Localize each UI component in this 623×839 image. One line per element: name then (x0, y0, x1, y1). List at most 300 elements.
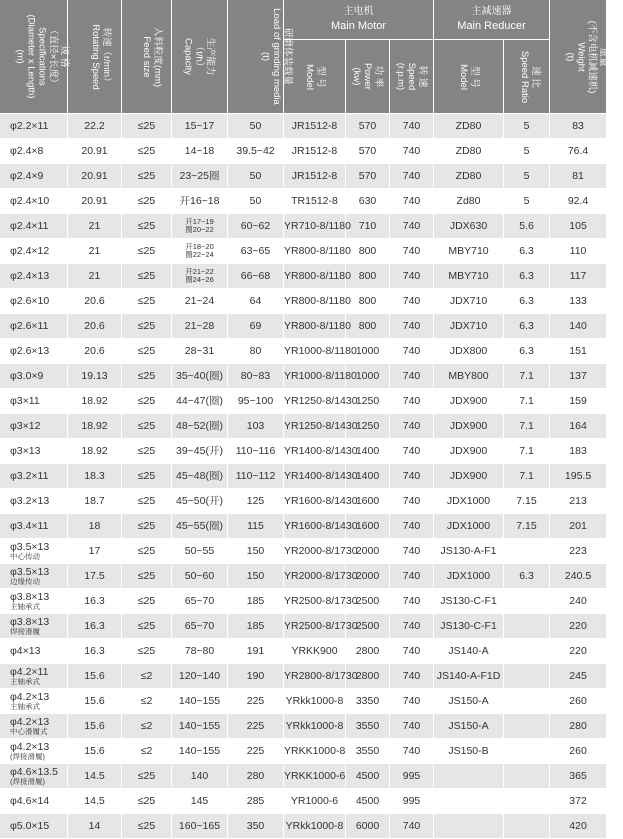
table-row (0, 714, 607, 739)
table-row (0, 539, 607, 564)
cell-grinding-load: 50 (228, 114, 284, 139)
cell-speed-ratio: 6.3 (504, 289, 550, 314)
cell-feed-size: ≤25 (122, 639, 172, 664)
cell-reducer-model: JDX710 (434, 289, 504, 314)
cell-capacity: 78~80 (172, 639, 228, 664)
table-row (0, 314, 607, 339)
cell-motor-speed: 740 (390, 739, 434, 764)
cell-motor-speed: 995 (390, 764, 434, 789)
cell-motor-model: YR2500-8/1730 (284, 589, 346, 614)
cell-motor-speed: 740 (390, 214, 434, 239)
cell-reducer-model: JDX900 (434, 414, 504, 439)
cell-spec: φ3.2×11 (0, 464, 68, 489)
cell-speed-ratio (504, 789, 550, 814)
cell-feed-size: ≤25 (122, 464, 172, 489)
cell-grinding-load: 80 (228, 339, 284, 364)
cell-weight: 223 (550, 539, 607, 564)
cell-reducer-model: JS150-A (434, 689, 504, 714)
cell-motor-power: 2000 (346, 539, 390, 564)
header-spec: 规 格 （直径×长度） Specifications (Diameter x Length) (m) (0, 0, 68, 114)
cell-feed-size: ≤25 (122, 789, 172, 814)
cell-speed-ratio: 7.15 (504, 514, 550, 539)
cell-weight: 137 (550, 364, 607, 389)
cell-motor-model: YR800-8/1180 (284, 314, 346, 339)
cell-motor-model: YR1000-8/1180 (284, 339, 346, 364)
cell-weight: 140 (550, 314, 607, 339)
cell-weight: 201 (550, 514, 607, 539)
cell-rotating-speed: 18.92 (68, 389, 122, 414)
cell-reducer-model: JDX710 (434, 314, 504, 339)
header-motor-power: 功 率 Power (kw) (346, 40, 390, 114)
cell-motor-model: TR1512-8 (284, 189, 346, 214)
cell-rotating-speed: 18 (68, 514, 122, 539)
cell-speed-ratio: 7.1 (504, 364, 550, 389)
cell-spec: φ4.2×13 (焊接滑履) (0, 739, 68, 764)
cell-rotating-speed: 18.92 (68, 439, 122, 464)
cell-speed-ratio (504, 639, 550, 664)
cell-rotating-speed: 22.2 (68, 114, 122, 139)
cell-capacity: 23~25圈 (172, 164, 228, 189)
cell-motor-model: YRkk1000-8 (284, 689, 346, 714)
cell-motor-power: 6000 (346, 814, 390, 839)
cell-motor-speed: 740 (390, 589, 434, 614)
cell-motor-model: YR710-8/1180 (284, 214, 346, 239)
cell-spec: φ2.4×9 (0, 164, 68, 189)
cell-feed-size: ≤25 (122, 214, 172, 239)
cell-grinding-load: 190 (228, 664, 284, 689)
header-motor-speed: 转 速 Speed (r.p.m) (390, 40, 434, 114)
header-main-motor: 主电机 Main Motor (284, 0, 434, 40)
cell-speed-ratio: 6.3 (504, 564, 550, 589)
cell-speed-ratio: 7.1 (504, 439, 550, 464)
cell-feed-size: ≤25 (122, 164, 172, 189)
cell-motor-speed: 740 (390, 439, 434, 464)
cell-motor-power: 2800 (346, 664, 390, 689)
cell-feed-size: ≤25 (122, 414, 172, 439)
cell-motor-model: JR1512-8 (284, 139, 346, 164)
cell-weight: 213 (550, 489, 607, 514)
spec-note: 中心传动 (10, 551, 40, 561)
cell-motor-power: 2800 (346, 639, 390, 664)
table-row (0, 514, 607, 539)
cell-motor-speed: 740 (390, 814, 434, 839)
cell-grinding-load: 225 (228, 689, 284, 714)
cell-grinding-load: 64 (228, 289, 284, 314)
cell-motor-model: YR1000-6 (284, 789, 346, 814)
cell-motor-power: 2500 (346, 614, 390, 639)
cell-speed-ratio (504, 714, 550, 739)
cell-grinding-load: 150 (228, 564, 284, 589)
cell-rotating-speed: 14.5 (68, 789, 122, 814)
cell-motor-model: YRKK1000-8 (284, 739, 346, 764)
cell-motor-speed: 740 (390, 389, 434, 414)
cell-capacity: 开18~20 圈22~24 (172, 239, 228, 264)
cell-capacity: 39~45(开) (172, 439, 228, 464)
cell-weight: 240 (550, 589, 607, 614)
cell-speed-ratio (504, 589, 550, 614)
cell-motor-model: YR2000-8/1730 (284, 564, 346, 589)
table-row (0, 339, 607, 364)
spec-note: 中心滑履式 (10, 726, 48, 736)
cell-grinding-load: 125 (228, 489, 284, 514)
cell-capacity: 65~70 (172, 589, 228, 614)
cell-motor-model: YR800-8/1180 (284, 239, 346, 264)
cell-reducer-model: ZD80 (434, 139, 504, 164)
cell-motor-model: YRkk1000-8 (284, 714, 346, 739)
cell-spec: φ4.6×14 (0, 789, 68, 814)
cell-speed-ratio (504, 764, 550, 789)
cell-motor-model: YR2000-8/1730 (284, 539, 346, 564)
cell-reducer-model: JS150-A (434, 714, 504, 739)
table-row (0, 489, 607, 514)
cell-reducer-model: JS140-A (434, 639, 504, 664)
cell-rotating-speed: 19.13 (68, 364, 122, 389)
cell-motor-power: 1250 (346, 414, 390, 439)
cell-motor-speed: 740 (390, 664, 434, 689)
cell-speed-ratio (504, 614, 550, 639)
cell-speed-ratio: 5 (504, 139, 550, 164)
cell-speed-ratio: 5.6 (504, 214, 550, 239)
cell-rotating-speed: 15.6 (68, 689, 122, 714)
header-main-reducer: 主减速器 Main Reducer (434, 0, 550, 40)
cell-grinding-load: 66~68 (228, 264, 284, 289)
cell-rotating-speed: 16.3 (68, 614, 122, 639)
cell-feed-size: ≤25 (122, 289, 172, 314)
cell-motor-speed: 740 (390, 164, 434, 189)
cell-rotating-speed: 21 (68, 214, 122, 239)
table-row (0, 814, 607, 839)
cell-weight: 260 (550, 689, 607, 714)
cell-spec: φ3.8×13 主轴承式 (0, 589, 68, 614)
cell-motor-model: JR1512-8 (284, 114, 346, 139)
cell-weight: 245 (550, 664, 607, 689)
cell-speed-ratio: 7.1 (504, 464, 550, 489)
cell-motor-model: JR1512-8 (284, 164, 346, 189)
cell-reducer-model: JDX1000 (434, 489, 504, 514)
cell-motor-speed: 740 (390, 614, 434, 639)
cell-feed-size: ≤25 (122, 564, 172, 589)
cell-weight: 110 (550, 239, 607, 264)
cell-motor-power: 800 (346, 289, 390, 314)
cell-feed-size: ≤25 (122, 264, 172, 289)
cell-motor-model: YR1400-8/1430 (284, 439, 346, 464)
cell-motor-speed: 740 (390, 189, 434, 214)
cell-weight: 117 (550, 264, 607, 289)
cell-motor-speed: 740 (390, 514, 434, 539)
cell-feed-size: ≤25 (122, 139, 172, 164)
cell-weight: 151 (550, 339, 607, 364)
cell-spec: φ3.2×13 (0, 489, 68, 514)
cell-capacity: 48~52(圈) (172, 414, 228, 439)
cell-motor-speed: 740 (390, 289, 434, 314)
cell-motor-speed: 740 (390, 464, 434, 489)
table-row (0, 289, 607, 314)
table-row (0, 214, 607, 239)
cell-capacity: 50~55 (172, 539, 228, 564)
table-row (0, 689, 607, 714)
cell-feed-size: ≤2 (122, 714, 172, 739)
cell-feed-size: ≤2 (122, 739, 172, 764)
cell-rotating-speed: 20.6 (68, 289, 122, 314)
cell-weight: 220 (550, 639, 607, 664)
cell-spec: φ2.4×10 (0, 189, 68, 214)
cell-grinding-load: 80~83 (228, 364, 284, 389)
header-feed: 入料粒度(mm) Feed size (122, 0, 172, 114)
cell-reducer-model: JS140-A-F1D (434, 664, 504, 689)
header-motor-model: 型 号 Model (284, 40, 346, 114)
cell-motor-power: 630 (346, 189, 390, 214)
cell-feed-size: ≤2 (122, 664, 172, 689)
cell-rotating-speed: 18.7 (68, 489, 122, 514)
header-weight: 重量 (不含电机减速机) Weight (t) (550, 0, 607, 114)
cell-grinding-load: 115 (228, 514, 284, 539)
cell-grinding-load: 350 (228, 814, 284, 839)
cell-feed-size: ≤25 (122, 439, 172, 464)
spec-note: (焊接滑履) (10, 751, 45, 761)
cell-motor-speed: 740 (390, 314, 434, 339)
cell-motor-model: YRKK900 (284, 639, 346, 664)
cell-capacity: 140~155 (172, 739, 228, 764)
cell-speed-ratio (504, 689, 550, 714)
cell-rotating-speed: 20.6 (68, 339, 122, 364)
cell-motor-speed: 995 (390, 789, 434, 814)
cell-weight: 92.4 (550, 189, 607, 214)
cell-spec: φ2.6×11 (0, 314, 68, 339)
cell-motor-speed: 740 (390, 139, 434, 164)
table-row (0, 739, 607, 764)
table-row (0, 164, 607, 189)
cell-motor-speed: 740 (390, 239, 434, 264)
cell-speed-ratio: 7.1 (504, 389, 550, 414)
cell-spec: φ3.0×9 (0, 364, 68, 389)
cell-spec: φ2.2×11 (0, 114, 68, 139)
cell-capacity: 120~140 (172, 664, 228, 689)
cell-grinding-load: 63~65 (228, 239, 284, 264)
cell-capacity: 45~48(圈) (172, 464, 228, 489)
cell-capacity: 15~17 (172, 114, 228, 139)
cell-spec: φ3.5×13 边缘传动 (0, 564, 68, 589)
cell-spec: φ3×12 (0, 414, 68, 439)
cell-rotating-speed: 18.92 (68, 414, 122, 439)
cell-motor-speed: 740 (390, 114, 434, 139)
cell-spec: φ4.6×13.5 (焊接滑履) (0, 764, 68, 789)
header-reducer-ratio: 速 比 Speed Ratio (504, 40, 550, 114)
cell-capacity: 28~31 (172, 339, 228, 364)
cell-reducer-model: JDX800 (434, 339, 504, 364)
cell-spec: φ2.4×8 (0, 139, 68, 164)
cell-motor-model: YRkk1000-8 (284, 814, 346, 839)
cell-speed-ratio (504, 539, 550, 564)
cell-grinding-load: 191 (228, 639, 284, 664)
cell-speed-ratio: 6.3 (504, 239, 550, 264)
cell-spec: φ2.6×10 (0, 289, 68, 314)
cell-feed-size: ≤25 (122, 589, 172, 614)
cell-grinding-load: 69 (228, 314, 284, 339)
cell-weight: 133 (550, 289, 607, 314)
table-row (0, 589, 607, 614)
table-row (0, 789, 607, 814)
table-row (0, 764, 607, 789)
cell-motor-power: 1400 (346, 464, 390, 489)
cell-feed-size: ≤25 (122, 389, 172, 414)
cell-motor-speed: 740 (390, 564, 434, 589)
cell-motor-speed: 740 (390, 339, 434, 364)
cell-motor-power: 2500 (346, 589, 390, 614)
cell-grinding-load: 50 (228, 164, 284, 189)
cell-spec: φ4.2×13 主轴承式 (0, 689, 68, 714)
cell-spec: φ3×11 (0, 389, 68, 414)
cell-speed-ratio: 5 (504, 164, 550, 189)
cell-spec: φ2.4×12 (0, 239, 68, 264)
table-body (0, 114, 607, 839)
cell-grinding-load: 225 (228, 739, 284, 764)
cell-motor-model: YR2500-8/1730 (284, 614, 346, 639)
cell-capacity: 开16~18 (172, 189, 228, 214)
cell-spec: φ4.2×11 主轴承式 (0, 664, 68, 689)
cell-weight: 220 (550, 614, 607, 639)
cell-motor-power: 4500 (346, 764, 390, 789)
cell-reducer-model: MBY710 (434, 239, 504, 264)
spec-note: 边缘传动 (10, 576, 40, 586)
cell-rotating-speed: 20.6 (68, 314, 122, 339)
cell-capacity: 50~60 (172, 564, 228, 589)
cell-capacity: 140 (172, 764, 228, 789)
cell-motor-power: 710 (346, 214, 390, 239)
cell-motor-power: 4500 (346, 789, 390, 814)
cell-feed-size: ≤25 (122, 514, 172, 539)
cell-reducer-model: JS130-C-F1 (434, 614, 504, 639)
cell-rotating-speed: 15.6 (68, 664, 122, 689)
cell-spec: φ4.2×13 中心滑履式 (0, 714, 68, 739)
cell-capacity: 140~155 (172, 714, 228, 739)
cell-reducer-model (434, 764, 504, 789)
cell-feed-size: ≤25 (122, 539, 172, 564)
cell-grinding-load: 95~100 (228, 389, 284, 414)
cell-feed-size: ≤25 (122, 314, 172, 339)
cell-feed-size: ≤25 (122, 189, 172, 214)
cell-motor-power: 3350 (346, 689, 390, 714)
cell-motor-power: 3550 (346, 714, 390, 739)
cell-feed-size: ≤25 (122, 814, 172, 839)
table-row (0, 439, 607, 464)
cell-weight: 76.4 (550, 139, 607, 164)
cell-motor-speed: 740 (390, 714, 434, 739)
cell-capacity: 21~24 (172, 289, 228, 314)
cell-rotating-speed: 17.5 (68, 564, 122, 589)
cell-motor-model: YR1250-8/1430 (284, 414, 346, 439)
cell-motor-power: 1250 (346, 389, 390, 414)
cell-weight: 260 (550, 739, 607, 764)
table-row (0, 139, 607, 164)
cell-weight: 164 (550, 414, 607, 439)
header-capacity: 生产能力 （t/h） Capacity (172, 0, 228, 114)
cell-spec: φ3.8×13 焊接滑履 (0, 614, 68, 639)
cell-motor-power: 570 (346, 139, 390, 164)
cell-rotating-speed: 16.3 (68, 589, 122, 614)
cell-weight: 159 (550, 389, 607, 414)
cell-rotating-speed: 20.91 (68, 164, 122, 189)
cell-grinding-load: 110~112 (228, 464, 284, 489)
cell-capacity: 45~50(开) (172, 489, 228, 514)
cell-capacity: 21~28 (172, 314, 228, 339)
cell-motor-power: 1000 (346, 339, 390, 364)
cell-motor-speed: 740 (390, 414, 434, 439)
cell-motor-model: YR1000-8/1180 (284, 364, 346, 389)
cell-rotating-speed: 17 (68, 539, 122, 564)
cell-speed-ratio: 6.3 (504, 339, 550, 364)
cell-grinding-load: 225 (228, 714, 284, 739)
table-row (0, 239, 607, 264)
cell-speed-ratio: 7.1 (504, 414, 550, 439)
table-row (0, 114, 607, 139)
cell-rotating-speed: 16.3 (68, 639, 122, 664)
cell-motor-speed: 740 (390, 639, 434, 664)
cell-feed-size: ≤25 (122, 114, 172, 139)
cell-feed-size: ≤25 (122, 364, 172, 389)
cell-weight: 105 (550, 214, 607, 239)
cell-rotating-speed: 20.91 (68, 139, 122, 164)
spec-note: 焊接滑履 (10, 626, 40, 636)
spec-note: 主轴承式 (10, 676, 40, 686)
cell-weight: 195.5 (550, 464, 607, 489)
cell-motor-speed: 740 (390, 264, 434, 289)
cell-grinding-load: 39.5~42 (228, 139, 284, 164)
cell-feed-size: ≤25 (122, 339, 172, 364)
cell-weight: 280 (550, 714, 607, 739)
cell-speed-ratio: 6.3 (504, 314, 550, 339)
cell-reducer-model: JDX1000 (434, 564, 504, 589)
cell-spec: φ3×13 (0, 439, 68, 464)
cell-motor-power: 2000 (346, 564, 390, 589)
cell-reducer-model (434, 789, 504, 814)
cell-reducer-model: JDX900 (434, 464, 504, 489)
table-row (0, 664, 607, 689)
cell-motor-model: YRKK1000-6 (284, 764, 346, 789)
cell-feed-size: ≤25 (122, 764, 172, 789)
cell-grinding-load: 280 (228, 764, 284, 789)
cell-spec: φ2.6×13 (0, 339, 68, 364)
cell-weight: 372 (550, 789, 607, 814)
cell-rotating-speed: 21 (68, 239, 122, 264)
cell-motor-power: 1400 (346, 439, 390, 464)
header-speed: 转速（r/min） Rotating Speed (68, 0, 122, 114)
cell-motor-model: YR2800-8/1730 (284, 664, 346, 689)
cell-motor-model: YR800-8/1180 (284, 289, 346, 314)
cell-speed-ratio: 7.15 (504, 489, 550, 514)
cell-reducer-model: JDX630 (434, 214, 504, 239)
cell-capacity: 44~47(圈) (172, 389, 228, 414)
cell-speed-ratio: 5 (504, 189, 550, 214)
cell-rotating-speed: 14 (68, 814, 122, 839)
cell-spec: φ3.5×13 中心传动 (0, 539, 68, 564)
table-row (0, 189, 607, 214)
cell-motor-model: YR1600-8/1430 (284, 489, 346, 514)
cell-motor-speed: 740 (390, 539, 434, 564)
cell-spec: φ5.0×15 (0, 814, 68, 839)
cell-capacity: 145 (172, 789, 228, 814)
cell-weight: 81 (550, 164, 607, 189)
cell-capacity: 45~55(圈) (172, 514, 228, 539)
cell-motor-model: YR1400-8/1430 (284, 464, 346, 489)
cell-speed-ratio (504, 739, 550, 764)
cell-motor-power: 1600 (346, 489, 390, 514)
cell-spec: φ4×13 (0, 639, 68, 664)
cell-reducer-model: ZD80 (434, 164, 504, 189)
cell-rotating-speed: 14.5 (68, 764, 122, 789)
cell-grinding-load: 150 (228, 539, 284, 564)
table-row (0, 464, 607, 489)
cell-reducer-model: JDX900 (434, 389, 504, 414)
